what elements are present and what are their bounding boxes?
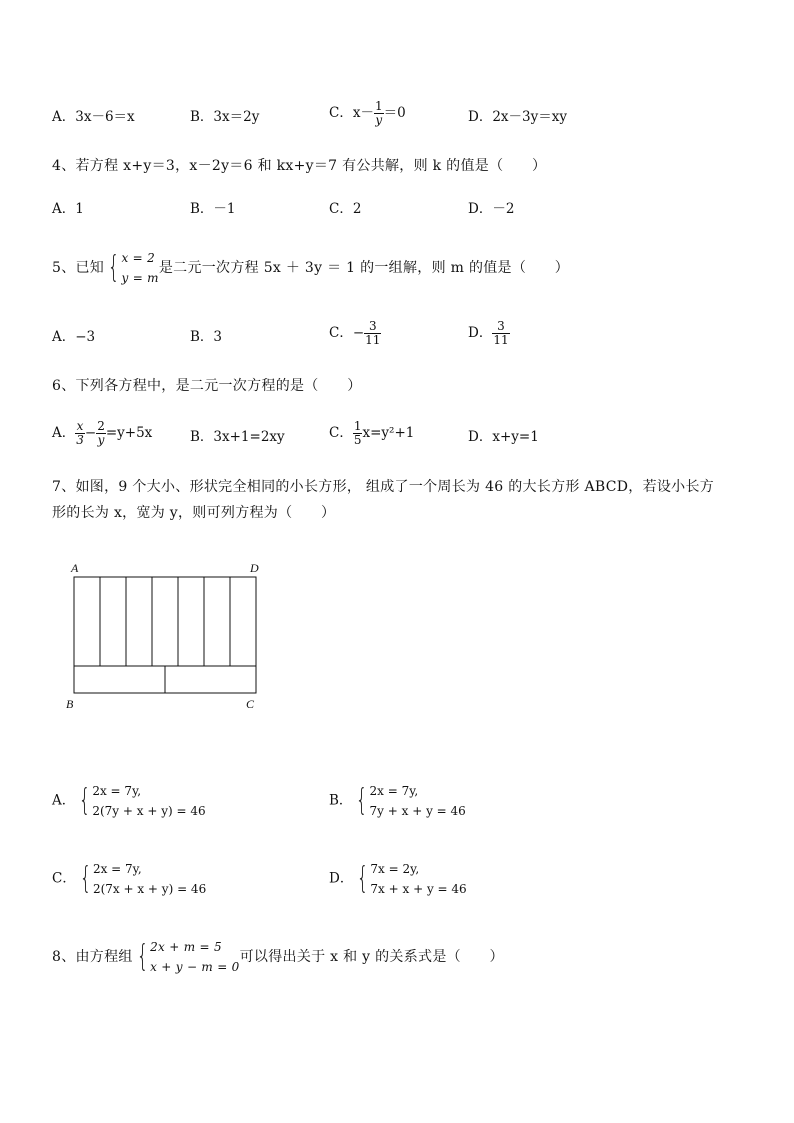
option-letter: D． (468, 109, 493, 125)
option-text: 3x＝2y (213, 109, 260, 125)
option-letter: B． (190, 109, 214, 125)
system-equation: 2x + m = 5 (150, 940, 222, 954)
equation-system (76, 859, 206, 899)
option-text: ＝0 (383, 105, 406, 122)
option-letter: B． (190, 201, 214, 217)
option-text: − (352, 325, 365, 342)
q4-option-a (52, 203, 84, 217)
fraction (374, 100, 384, 127)
brace-icon: { (107, 250, 120, 285)
q7-option-d (329, 859, 467, 899)
option-text: =y+5x (105, 425, 153, 442)
option-letter: D． (468, 429, 493, 445)
system-equation: 2(7x + x + y) = 46 (92, 882, 207, 896)
option-letter: C． (52, 870, 76, 887)
q3-option-b (190, 111, 259, 125)
numerator: x (76, 419, 84, 433)
equation-system (104, 248, 159, 288)
numerator: 1 (374, 99, 383, 113)
option-letter: A． (52, 201, 76, 217)
option-text: −3 (75, 329, 96, 345)
numerator: 1 (353, 419, 362, 433)
stem-text: 8、由方程组 (52, 949, 133, 965)
brace-icon: { (79, 783, 91, 818)
brace-icon: { (357, 861, 369, 896)
stem-text: 是二元一次方程 5x ＋ 3y ＝ 1 的一组解，则 m 的值是（ ） (158, 260, 570, 276)
option-text: x+y=1 (492, 429, 539, 445)
q5-stem (52, 248, 569, 288)
q6-option-d (468, 431, 539, 445)
system-equation: 7x + x + y = 46 (370, 882, 467, 896)
vertex-label-d: D (250, 561, 259, 575)
option-letter: A． (52, 109, 76, 125)
system-equation: 2x = 7y, (92, 784, 142, 798)
system-equation: 7x = 2y, (370, 862, 420, 876)
equation-system (133, 937, 240, 977)
numerator: 2 (97, 419, 105, 433)
q6-stem: 6、下列各方程中，是二元一次方程的是（ ） (52, 378, 362, 394)
q5-option-c (329, 320, 381, 347)
system-equation: x + y − m = 0 (150, 960, 240, 974)
vertex-label-a: A (71, 561, 79, 575)
system-equation: x = 2 (121, 251, 156, 265)
q4-option-c (329, 203, 361, 217)
option-text: x=y²+1 (362, 425, 415, 442)
denominator: 11 (365, 333, 381, 348)
vertex-label-c: C (246, 697, 255, 711)
option-letter: C． (329, 325, 353, 342)
q6-option-b (190, 431, 285, 445)
denominator: y (97, 433, 105, 448)
option-text: 3x+1=2xy (213, 429, 285, 445)
q7-stem-line1: 7、如图，9 个大小、形状完全相同的小长方形， 组成了一个周长为 46 的大长方形 ABCD，若设小长方 (52, 479, 715, 495)
option-letter: B． (190, 429, 214, 445)
option-text: －2 (492, 201, 515, 217)
vertex-label-b: B (66, 697, 74, 711)
q7-option-c (52, 859, 206, 899)
q3-option-a (52, 111, 135, 125)
numerator: 3 (368, 319, 377, 333)
q4-option-b (190, 203, 236, 217)
option-text: − (84, 425, 97, 442)
denominator: 3 (76, 433, 84, 448)
option-text: 2 (352, 201, 362, 217)
rectangle-figure (60, 555, 280, 715)
fraction (492, 320, 509, 347)
q7-option-a (52, 781, 206, 821)
q6-option-a (52, 420, 152, 447)
system-equation: 2x = 7y, (92, 862, 142, 876)
q7-option-b (329, 781, 466, 821)
system-equation: 7y + x + y = 46 (369, 804, 466, 818)
option-letter: D． (468, 325, 493, 342)
option-text: 3x－6＝x (75, 109, 135, 125)
option-text: －1 (213, 201, 236, 217)
brace-icon: { (79, 861, 92, 896)
q5-option-a (52, 331, 95, 345)
q4-option-d (468, 203, 514, 217)
fraction (75, 420, 85, 447)
option-letter: C． (329, 105, 353, 122)
stem-text: 可以得出关于 x 和 y 的关系式是（ ） (239, 949, 504, 965)
q6-option-c (329, 420, 414, 447)
denominator: 11 (493, 333, 509, 348)
q5-option-d (468, 320, 510, 347)
denominator: y (375, 113, 383, 128)
fraction (364, 320, 381, 347)
system-equation: y = m (121, 271, 159, 285)
option-letter: B． (190, 329, 214, 345)
brace-icon: { (136, 939, 149, 974)
system-equation: 2(7y + x + y) = 46 (92, 804, 206, 818)
brace-icon: { (356, 783, 368, 818)
option-text: x－ (352, 105, 374, 122)
option-text: 3 (213, 329, 223, 345)
q3-option-d (468, 111, 567, 125)
option-letter: C． (329, 425, 353, 442)
equation-system (352, 781, 465, 821)
option-letter: D． (329, 870, 354, 887)
numerator: 3 (497, 319, 505, 333)
equation-system (75, 781, 205, 821)
equation-system (353, 859, 466, 899)
option-text: 1 (75, 201, 84, 217)
q7-stem-line2: 形的长为 x，宽为 y，则可列方程为（ ） (52, 505, 336, 521)
option-letter: D． (468, 201, 493, 217)
option-letter: B． (329, 792, 353, 809)
option-letter: A． (52, 792, 76, 809)
q3-option-c (329, 100, 406, 127)
option-letter: C． (329, 201, 353, 217)
option-letter: A． (52, 329, 76, 345)
denominator: 5 (353, 433, 362, 448)
option-text: 2x－3y＝xy (492, 109, 567, 125)
q8-stem (52, 937, 504, 977)
stem-text: 5、已知 (52, 260, 105, 276)
fraction (96, 420, 106, 447)
q5-option-b (190, 331, 222, 345)
system-equation: 2x = 7y, (369, 784, 419, 798)
q4-stem: 4、若方程 x+y＝3，x－2y＝6 和 kx+y＝7 有公共解，则 k 的值是（ ） (52, 158, 547, 174)
option-letter: A． (52, 425, 76, 442)
